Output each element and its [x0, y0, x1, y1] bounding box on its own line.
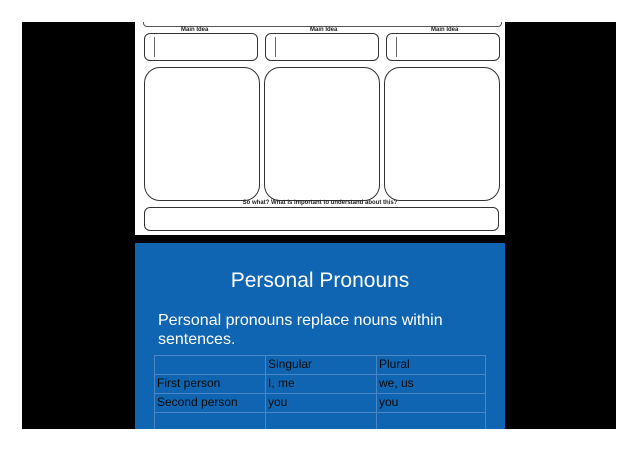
main-idea-worksheet-slide — [135, 22, 505, 235]
text-cursor-mark — [396, 37, 397, 57]
slide-description: Personal pronouns replace nouns within sentences. — [158, 312, 443, 348]
text-cursor-mark — [275, 37, 276, 57]
pronoun-table — [154, 355, 486, 429]
detail-box-3 — [384, 67, 500, 201]
so-what-label: So what? What is important to understand about this? — [242, 200, 398, 206]
main-idea-box-2 — [265, 33, 379, 61]
table-row — [155, 375, 486, 394]
table-cell — [266, 413, 377, 430]
table-cell — [155, 413, 266, 430]
text-cursor-mark — [154, 37, 155, 57]
table-cell: First person — [155, 375, 266, 394]
table-header-cell — [155, 356, 266, 375]
main-idea-label-2: Main Idea — [310, 27, 338, 33]
main-idea-box-1 — [144, 33, 258, 61]
table-header-cell: Singular — [266, 356, 377, 375]
table-header-cell: Plural — [377, 356, 486, 375]
table-cell: you — [266, 394, 377, 413]
table-cell — [377, 413, 486, 430]
table-header-row — [155, 356, 486, 375]
detail-box-2 — [264, 67, 380, 201]
slide-title: Personal Pronouns — [230, 269, 410, 292]
table-cell: I, me — [266, 375, 377, 394]
personal-pronouns-slide — [135, 243, 505, 429]
table-row — [155, 394, 486, 413]
table-row — [155, 413, 486, 430]
table-cell: we, us — [377, 375, 486, 394]
table-cell: Second person — [155, 394, 266, 413]
main-idea-label-3: Main Idea — [431, 27, 459, 33]
detail-box-1 — [144, 67, 260, 201]
table-cell: you — [377, 394, 486, 413]
so-what-box — [144, 207, 499, 231]
main-idea-label-1: Main Idea — [181, 27, 209, 33]
main-idea-box-3 — [386, 33, 500, 61]
